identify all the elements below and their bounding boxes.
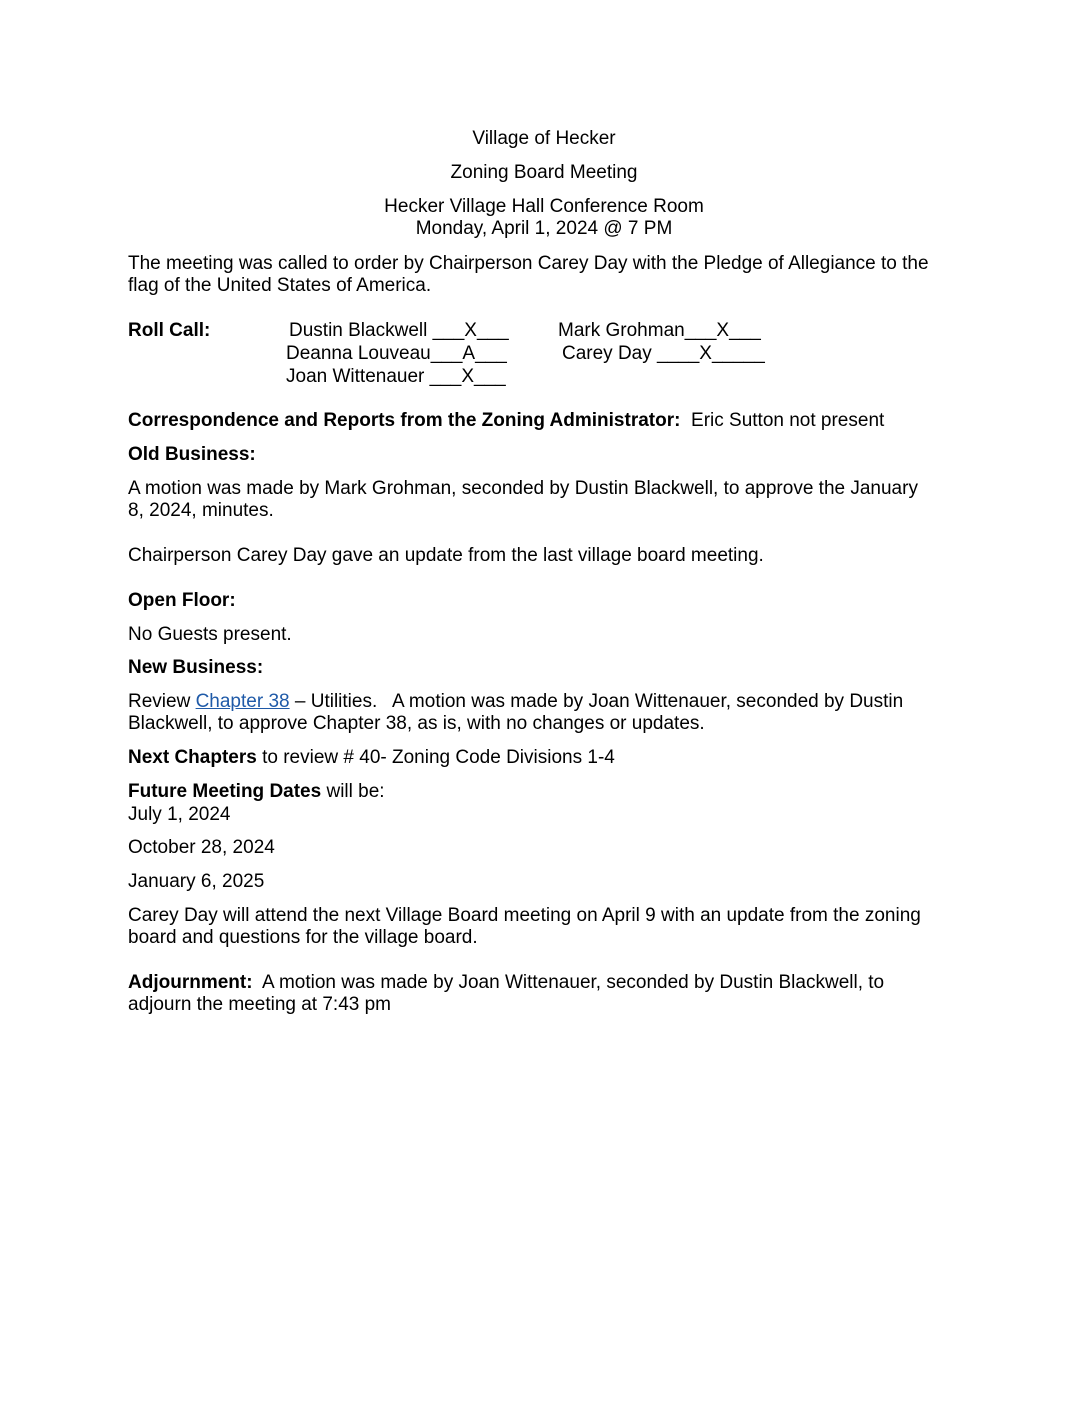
intro-line-1: The meeting was called to order by Chairperson Carey Day with the Pledge of Allegiance to the (128, 253, 929, 274)
roll-call-member: Carey Day ____X_____ (562, 343, 765, 364)
future-meetings-text: will be: (321, 781, 385, 802)
attend-line-2: board and questions for the village board. (128, 927, 478, 948)
future-meetings-line (128, 780, 385, 803)
adjournment-text: A motion was made by Joan Wittenauer, seconded by Dustin Blackwell, to (252, 972, 885, 993)
meeting-datetime: Monday, April 1, 2024 @ 7 PM (415, 218, 673, 239)
new-business-review-line-1 (128, 690, 903, 713)
old-business-update: Chairperson Carey Day gave an update from the last village board meeting. (128, 545, 764, 566)
correspondence-line (128, 409, 884, 432)
roll-call-member: Dustin Blackwell ___X___ (289, 320, 509, 341)
old-business-motion-line-2: 8, 2024, minutes. (128, 500, 274, 521)
chapter-38-link[interactable]: Chapter 38 (195, 691, 290, 712)
future-meeting-date: January 6, 2025 (128, 871, 265, 892)
future-meeting-date: October 28, 2024 (128, 837, 275, 858)
new-business-review-line-2: Blackwell, to approve Chapter 38, as is, with no changes or updates. (128, 713, 705, 734)
attend-line-1: Carey Day will attend the next Village Board meeting on April 9 with an update from the zoning (128, 905, 921, 926)
meeting-location: Hecker Village Hall Conference Room (384, 196, 704, 217)
old-business-heading: Old Business: (128, 444, 256, 465)
next-chapters-label: Next Chapters (128, 747, 257, 768)
future-meeting-date: July 1, 2024 (128, 804, 231, 825)
open-floor-text: No Guests present. (128, 624, 292, 645)
correspondence-label: Correspondence and Reports from the Zoning Administrator: (128, 410, 681, 431)
adjournment-line-2: adjourn the meeting at 7:43 pm (128, 994, 392, 1015)
review-rest: – Utilities. A motion was made by Joan Wittenauer, seconded by Dustin (289, 691, 904, 712)
roll-call-member: Deanna Louveau___A___ (286, 343, 507, 364)
intro-line-2: flag of the United States of America. (128, 275, 432, 296)
future-meetings-label: Future Meeting Dates (128, 781, 322, 802)
roll-call-member: Joan Wittenauer ___X___ (286, 366, 506, 387)
review-prefix: Review (128, 691, 196, 712)
org-title: Village of Hecker (472, 128, 616, 149)
open-floor-heading: Open Floor: (128, 590, 236, 611)
adjournment-line-1 (128, 971, 884, 994)
adjournment-label: Adjournment: (128, 972, 253, 993)
roll-call-member: Mark Grohman___X___ (558, 320, 761, 341)
new-business-heading: New Business: (128, 657, 264, 678)
meeting-title: Zoning Board Meeting (450, 162, 638, 183)
next-chapters-text: to review # 40- Zoning Code Divisions 1-4 (256, 747, 615, 768)
next-chapters-line (128, 746, 615, 769)
correspondence-text: Eric Sutton not present (691, 410, 885, 431)
old-business-motion-line-1: A motion was made by Mark Grohman, seconded by Dustin Blackwell, to approve the January (128, 478, 918, 499)
roll-call-label: Roll Call: (128, 320, 211, 341)
